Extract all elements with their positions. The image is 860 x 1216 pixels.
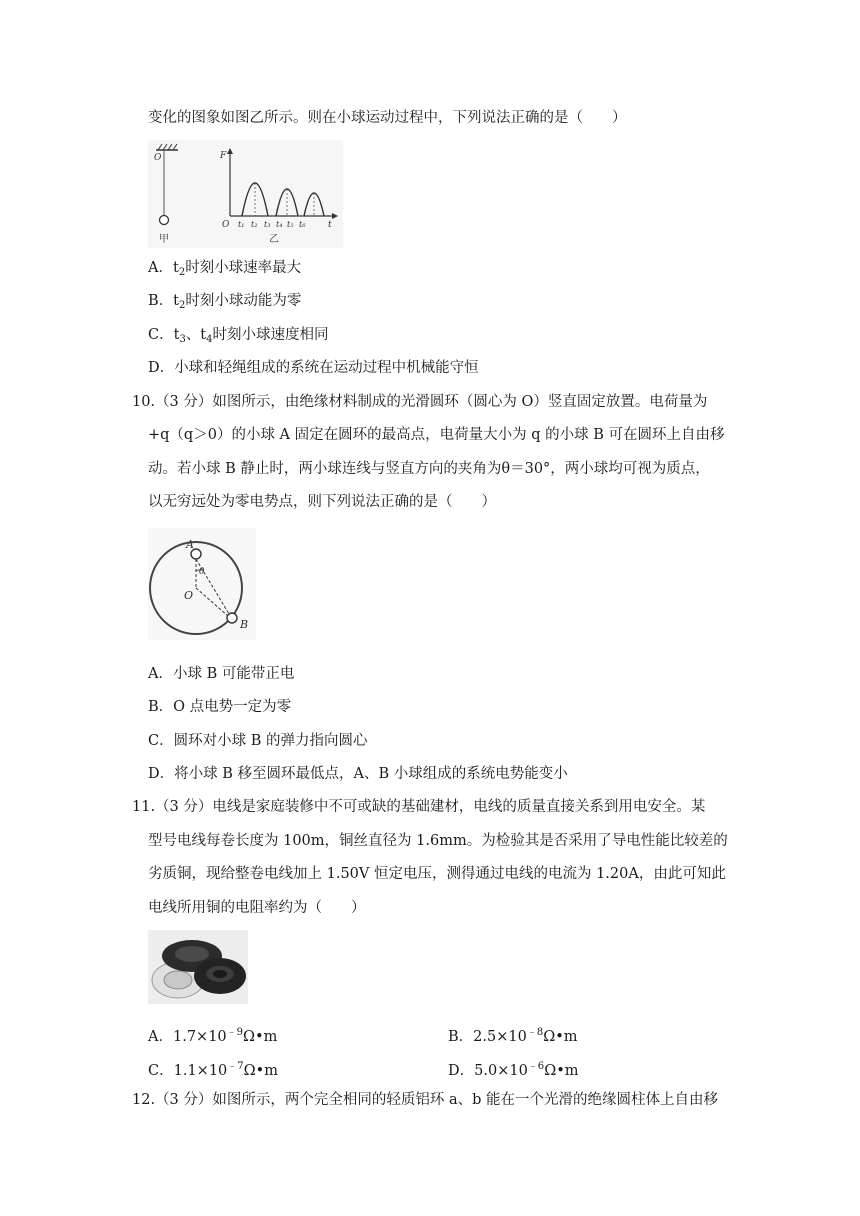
q10-line-2: +q（q＞0）的小球 A 固定在圆环的最高点，电荷量大小为 q 的小球 B 可在圆环上自由移 (148, 427, 725, 443)
q11-line-2: 型号电线每卷长度为 100m，铜丝直径为 1.6mm。为检验其是否采用了导电性能比较差的 (148, 833, 728, 849)
q10-option-b: B．O 点电势一定为零 (148, 699, 292, 715)
q10-line-1: 10.（3 分）如图所示，由绝缘材料制成的光滑圆环（圆心为 O）竖直固定放置。电荷量为 (132, 394, 708, 410)
q9-fig-yi: 乙 (269, 234, 279, 245)
q9-option-a: A．$t_2$时刻小球速率最大 (148, 260, 302, 278)
q9-fig-o-origin: O (222, 220, 230, 230)
q9-fig-jia: 甲 (159, 234, 169, 245)
q11-option-d: D．$5.0\times 10^{﹣6}\Omega•m$ (448, 1061, 579, 1079)
q10-fig-b: B (240, 618, 249, 631)
q9-fig-tick-4: t₄ (276, 220, 283, 229)
q9-fig-tick-5: t₅ (287, 220, 294, 229)
q11-option-b: B．$2.5\times 10^{﹣8}\Omega•m$ (448, 1027, 578, 1045)
q10-option-d: D．将小球 B 移至圆环最低点，A、B 小球组成的系统电势能变小 (148, 766, 568, 782)
q11-line-1: 11.（3 分）电线是家庭装修中不可或缺的基础建材，电线的质量直接关系到用电安全。某 (132, 799, 706, 815)
q10-fig-a: A (186, 538, 194, 551)
q9-fig-f-axis: F (220, 151, 227, 161)
q9-option-c: C．$t_3$、$t_4$时刻小球速度相同 (148, 327, 329, 345)
q9-figure (148, 140, 343, 248)
q11-line-4: 电线所用铜的电阻率约为（ ） (148, 900, 366, 916)
q9-option-d: D．小球和轻绳组成的系统在运动过程中机械能守恒 (148, 360, 479, 376)
q9-fig-tick-1: t₁ (238, 220, 245, 229)
q9-fig-t-axis: t (328, 220, 332, 230)
q11-option-a: A．$1.7\times 10^{﹣9}\Omega•m$ (148, 1027, 278, 1045)
q9-fig-tick-3: t₃ (264, 220, 271, 229)
q10-fig-theta: θ (199, 567, 205, 577)
q10-option-c: C．圆环对小球 B 的弹力指向圆心 (148, 733, 368, 749)
q9-option-b: B．$t_2$时刻小球动能为零 (148, 293, 302, 311)
q10-option-a: A．小球 B 可能带正电 (148, 666, 295, 682)
q10-ring-figure (148, 528, 256, 640)
q9-fig-o-left: O (154, 153, 162, 163)
q10-fig-o: O (184, 589, 194, 602)
q11-wire-coil-photo (148, 930, 248, 1004)
q9-fig-tick-2: t₂ (251, 220, 258, 229)
q10-line-4: 以无穷远处为零电势点，则下列说法正确的是（ ） (148, 494, 496, 510)
q11-line-3: 劣质铜，现给整卷电线加上 1.50V 恒定电压，测得通过电线的电流为 1.20A，由此可知此 (148, 866, 726, 882)
q10-line-3: 动。若小球 B 静止时，两小球连线与竖直方向的夹角为θ＝30°，两小球均可视为质点， (148, 461, 710, 477)
q9-intro-tail: 变化的图象如图乙所示。则在小球运动过程中，下列说法正确的是（ ） (148, 110, 627, 126)
q9-fig-tick-6: t₆ (299, 220, 306, 229)
q12-line-1: 12.（3 分）如图所示，两个完全相同的轻质铝环 a、b 能在一个光滑的绝缘圆柱体上自由移 (132, 1092, 719, 1108)
q11-option-c: C．$1.1\times 10^{﹣7}\Omega•m$ (148, 1061, 278, 1079)
